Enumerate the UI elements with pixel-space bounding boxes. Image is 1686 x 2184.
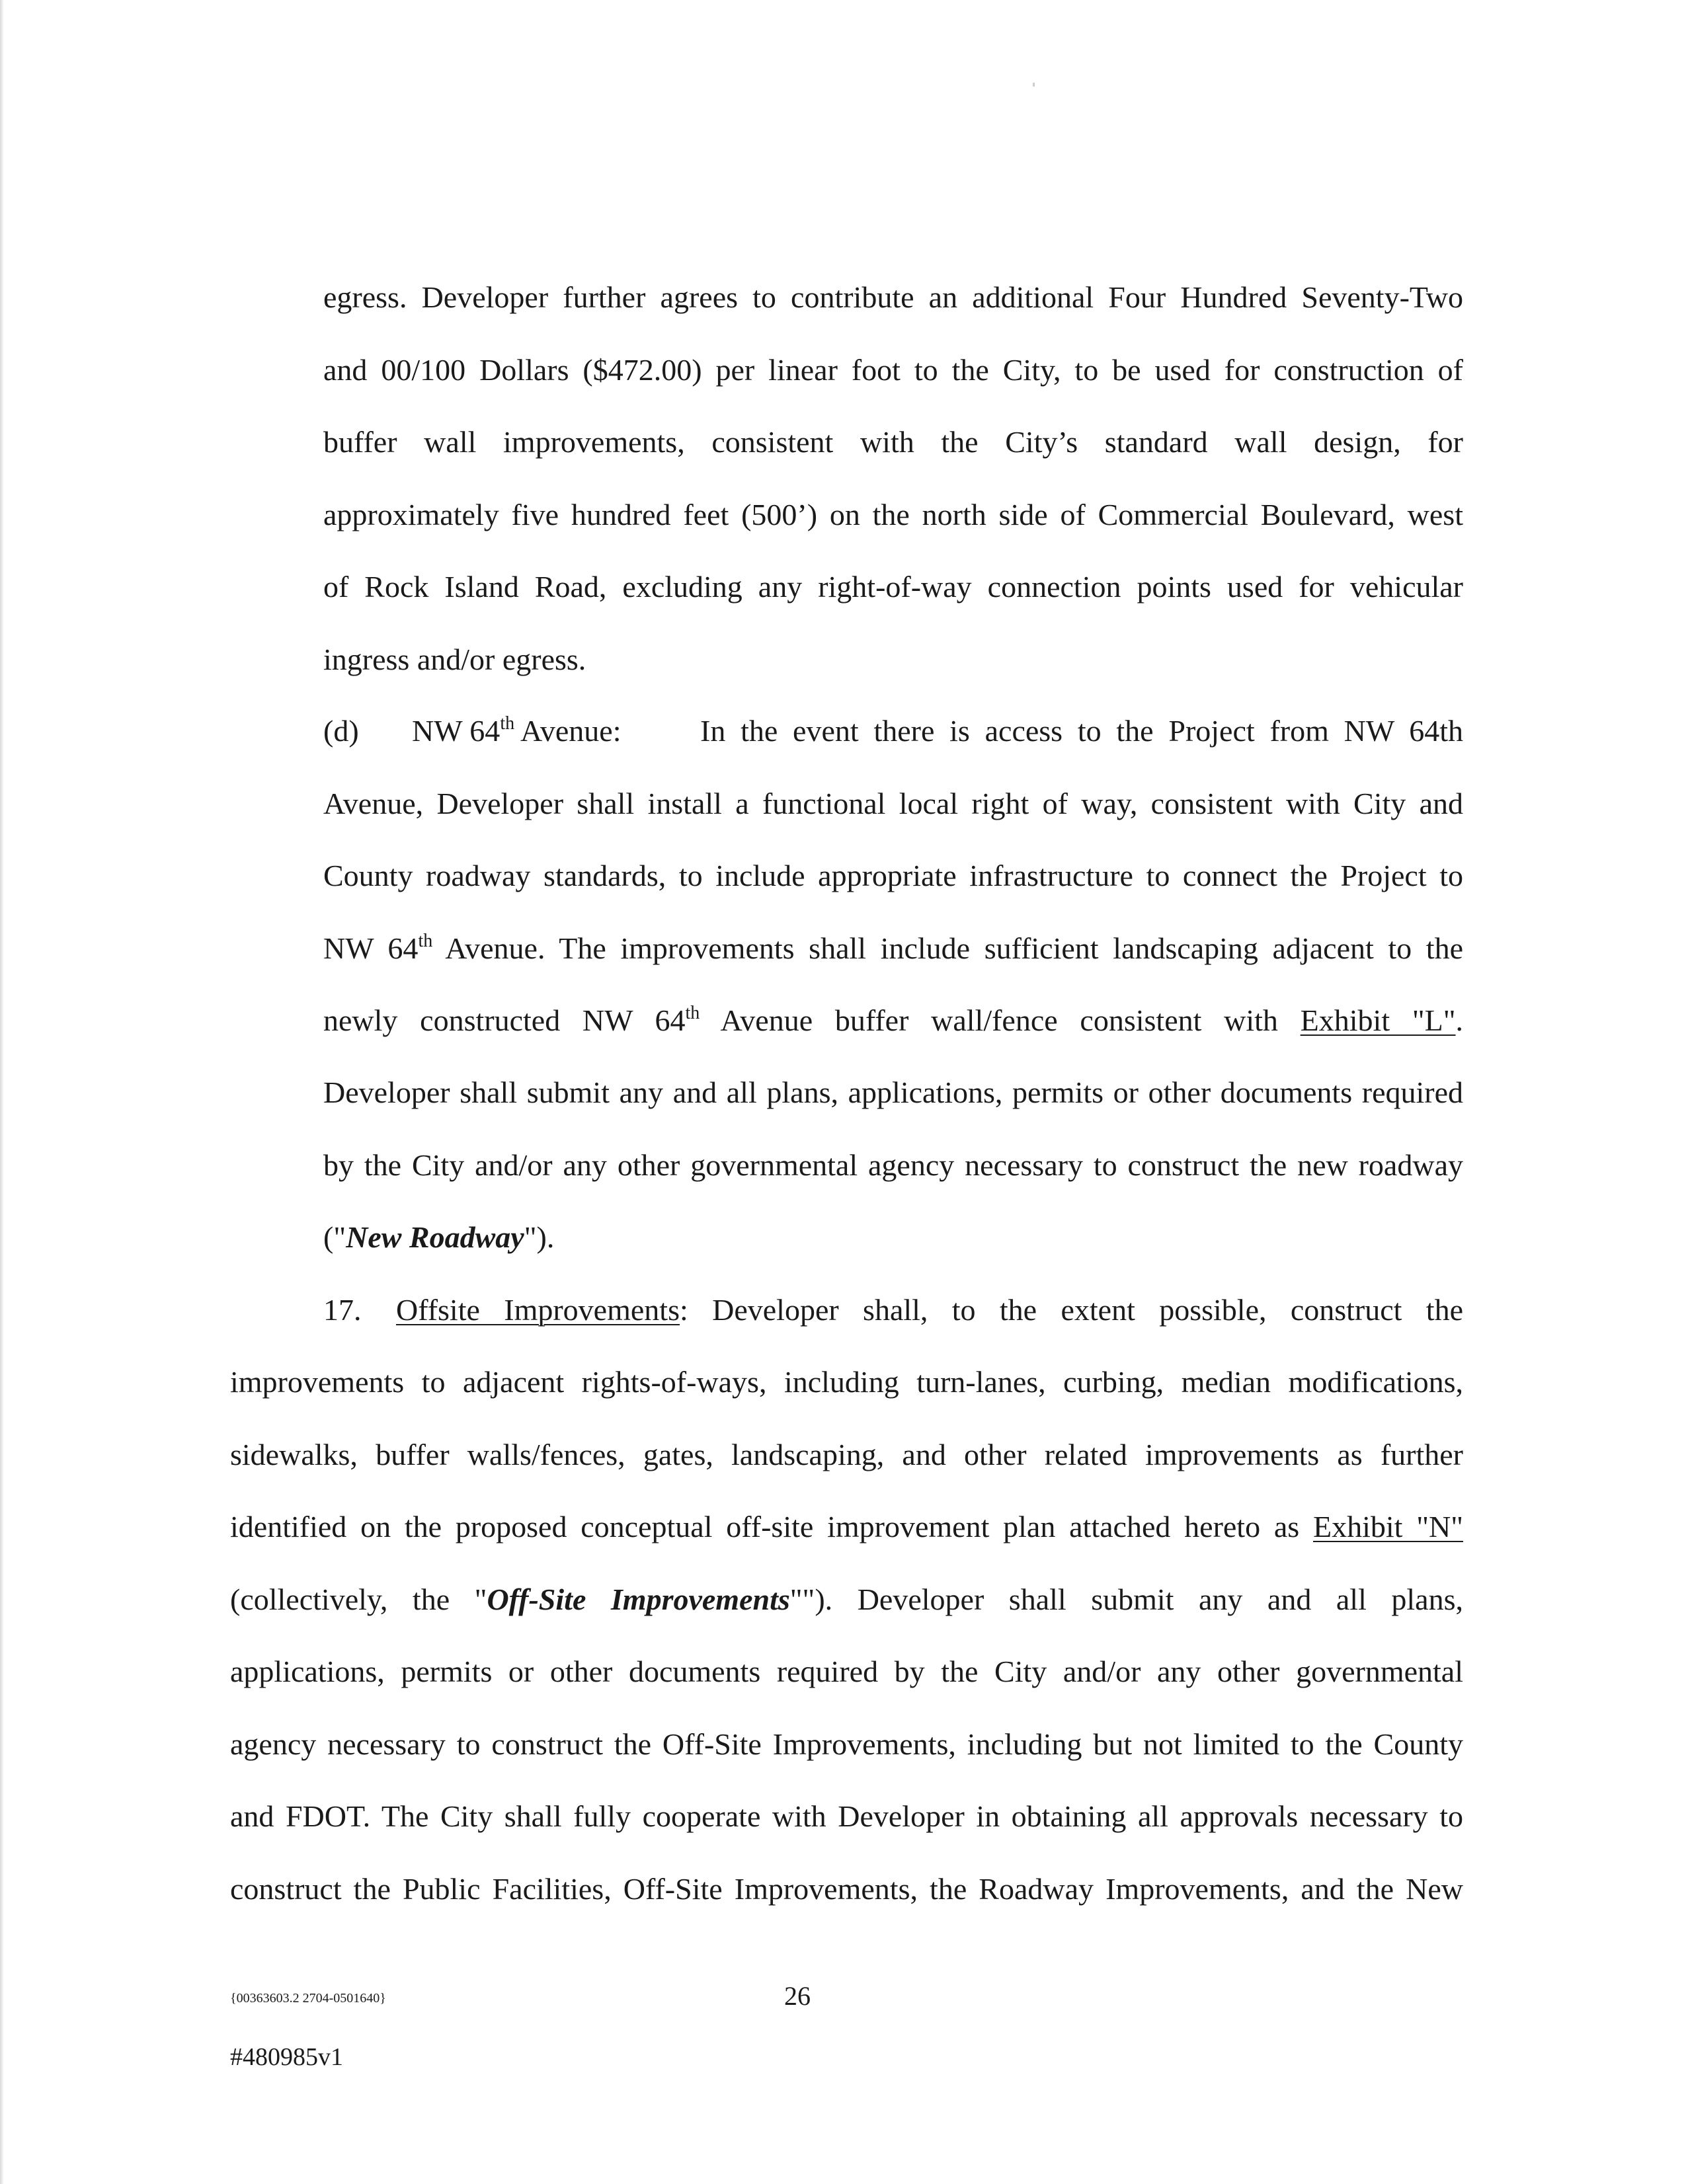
- para-d-line-1: [323, 711, 1463, 751]
- para-d-label: (d): [323, 714, 359, 748]
- exhibit-l-reference: Exhibit "L": [1300, 1003, 1456, 1037]
- para-c-line-3: buffer wall improvements, consistent with the City’s standard wall design, for: [323, 425, 1463, 459]
- section-17-line-8: and FDOT. The City shall fully cooperate with Developer in obtaining all approvals necessary to: [230, 1799, 1463, 1833]
- section-17-line-5: (collectively, the "Off-Site Improvements""). Developer shall submit any and all plans,: [230, 1582, 1463, 1616]
- para-d-line-4: NW 64th Avenue. The improvements shall include sufficient landscaping adjacent to the: [323, 931, 1463, 965]
- para-d-line-1-text: In the event there is access to the Project from NW 64th: [700, 714, 1463, 748]
- new-roadway-term: New Roadway: [346, 1220, 524, 1254]
- off-site-improvements-term: Off-Site Improvements: [487, 1582, 790, 1616]
- page-number: 26: [784, 1981, 811, 2011]
- para-d-line-8: ("New Roadway").: [323, 1220, 555, 1254]
- para-c-line-4: approximately five hundred feet (500’) on the north side of Commercial Boulevard, west: [323, 498, 1463, 531]
- para-d-line-2: Avenue, Developer shall install a functional local right of way, consistent with City and: [323, 787, 1463, 820]
- document-id: #480985v1: [230, 2043, 343, 2071]
- para-d-line-6: Developer shall submit any and all plans, applications, permits or other documents required: [323, 1075, 1463, 1109]
- section-17-heading: Offsite Improvements: Developer shall, to the extent possible, construct the: [396, 1293, 1463, 1327]
- section-17-line-7: agency necessary to construct the Off-Site Improvements, including but not limited to the County: [230, 1727, 1463, 1761]
- scan-edge: [0, 0, 4, 2184]
- section-17-line-1: [323, 1290, 1463, 1330]
- section-17-number: 17.: [323, 1293, 362, 1327]
- section-17-line-2: improvements to adjacent rights-of-ways, including turn-lanes, curbing, median modifications,: [230, 1365, 1463, 1399]
- para-c-line-2: and 00/100 Dollars ($472.00) per linear foot to the City, to be used for construction of: [323, 353, 1463, 387]
- section-17-line-4: identified on the proposed conceptual off-site improvement plan attached hereto as Exhibit "N": [230, 1510, 1463, 1543]
- para-d-line-7: by the City and/or any other governmental agency necessary to construct the new roadway: [323, 1148, 1463, 1182]
- para-d-title: NW 64th Avenue:: [412, 713, 622, 748]
- exhibit-n-reference: Exhibit "N": [1312, 1510, 1463, 1543]
- para-c-line-5: of Rock Island Road, excluding any right-of-way connection points used for vehicular: [323, 570, 1463, 604]
- para-c-line-6: ingress and/or egress.: [323, 643, 586, 676]
- section-17-line-6: applications, permits or other documents required by the City and/or any other governmental: [230, 1655, 1463, 1688]
- para-d-line-5: newly constructed NW 64th Avenue buffer wall/fence consistent with Exhibit "L".: [323, 1003, 1464, 1037]
- para-d-line-3: County roadway standards, to include appropriate infrastructure to connect the Project to: [323, 859, 1463, 892]
- section-17-title: Offsite Improvements: [396, 1293, 680, 1327]
- section-17-line-9: construct the Public Facilities, Off-Site Improvements, the Roadway Improvements, and the New: [230, 1872, 1463, 1906]
- footer-file-id: {00363603.2 2704-0501640}: [230, 1991, 386, 2006]
- section-17-line-3: sidewalks, buffer walls/fences, gates, landscaping, and other related improvements as further: [230, 1438, 1463, 1471]
- para-c-line-1: egress. Developer further agrees to contribute an additional Four Hundred Seventy-Two: [323, 280, 1463, 314]
- scan-speck: [1033, 83, 1035, 87]
